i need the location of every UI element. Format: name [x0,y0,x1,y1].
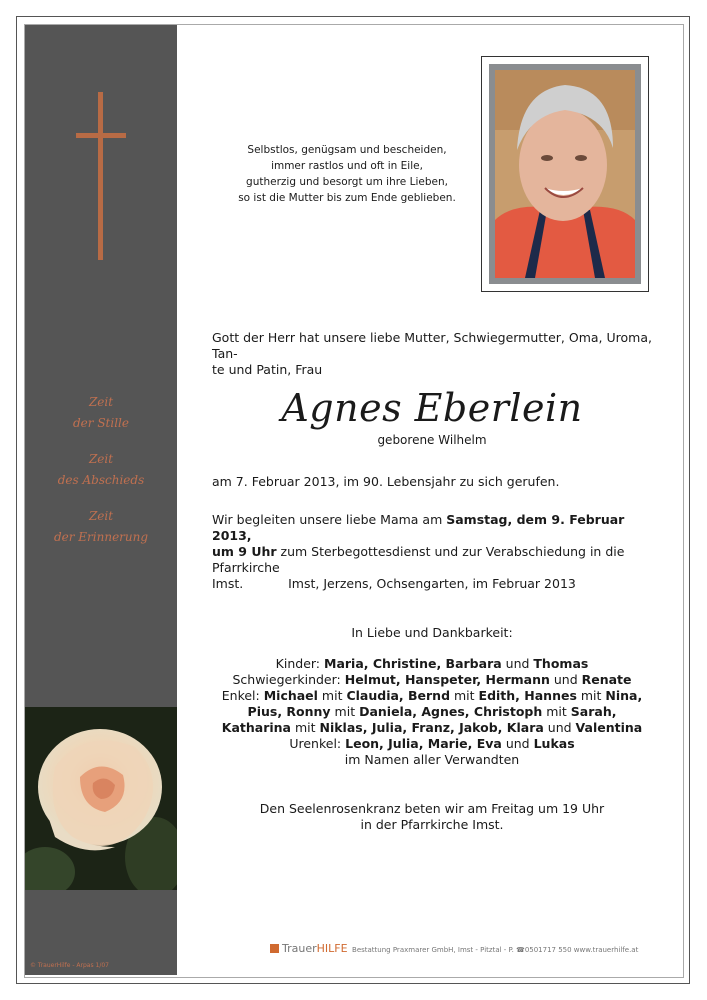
death-line: am 7. Februar 2013, im 90. Lebensjahr zu sich gerufen. [212,474,560,489]
enkel-line-1: Enkel: Michael mit Claudia, Bernd mit Edith, Hannes mit Nina, [221,688,643,703]
place-date: Imst, Jerzens, Ochsengarten, im Februar 2013 [288,576,576,591]
gratitude: In Liebe und Dankbarkeit: [351,625,513,640]
zeit-der-stille: Zeit der Stille [73,395,129,430]
verwandte-line: im Namen aller Verwandten [344,752,520,767]
kinder-line: Kinder: Maria, Christine, Barbara und Thomas [275,656,589,671]
portrait-photo [495,70,635,278]
rosary-info: Den Seelenrosenkranz beten wir am Freitag um 19 Uhr in der Pfarrkirche Imst. [259,801,605,832]
intro-text: Gott der Herr hat unsere liebe Mutter, Schwiegermutter, Oma, Uroma, Tan- te und Patin, Frau [212,330,652,377]
copyright: © TrauerHilfe - Arpas 1/07 [30,962,109,969]
footer-info: Bestattung Praxmarer GmbH, Imst - Pitztal - P. ☎0501717 550 www.trauerhilfe.at [352,946,639,954]
footer [270,942,670,955]
funeral-info: Wir begleiten unsere liebe Mama am Samstag, dem 9. Februar 2013, um 9 Uhr zum Sterbegottesdienst und zur Verabschiedung in die Pfarrkirche Imst. [212,512,625,591]
zeit-des-abschieds: Zeit des Abschieds [57,452,145,487]
zeit-der-erinnerung: Zeit der Erinnerung [53,509,149,544]
cross-icon [98,92,103,260]
trauerhilfe-logo-icon [270,944,279,953]
enkel-line-2: Pius, Ronny mit Daniela, Agnes, Christoph mit Sarah, [247,704,617,719]
birth-name: geborene Wilhelm [377,433,487,447]
enkel-line-3: Katharina mit Niklas, Julia, Franz, Jakob, Klara und Valentina [221,720,643,735]
deceased-name: Agnes Eberlein [281,386,583,430]
family-list [212,656,652,768]
cross-icon-bar [76,133,126,138]
schwiegerkinder-line: Schwiegerkinder: Helmut, Hanspeter, Hermann und Renate [232,672,632,687]
verse: Selbstlos, genügsam und bescheiden, immer rastlos und oft in Eile, gutherzig und besorgt um ihre Lieben, so ist die Mutter bis zum Ende geblieben. [238,144,456,204]
urenkel-line: Urenkel: Leon, Julia, Marie, Eva und Lukas [289,736,575,751]
footer-logo: TrauerHILFE [282,942,348,955]
rose-image [25,707,177,890]
